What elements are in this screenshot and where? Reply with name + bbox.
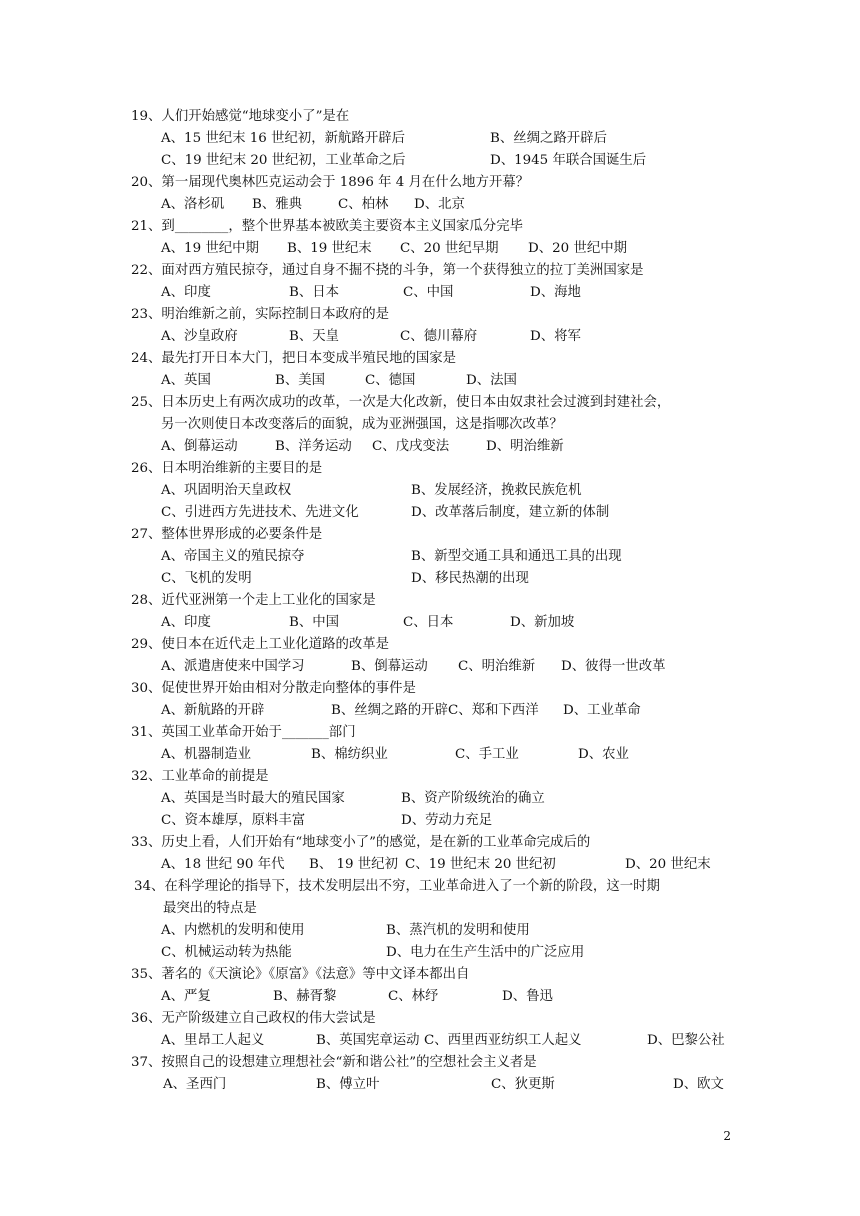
answer-option: C、中国 bbox=[403, 285, 454, 300]
answer-option: C、德川幕府 bbox=[400, 329, 478, 344]
answer-option: A、沙皇政府 bbox=[161, 329, 238, 344]
answer-option: A、印度 bbox=[161, 615, 211, 630]
answer-option: A、巩固明治天皇政权 bbox=[161, 483, 292, 498]
question-stem: 36、无产阶级建立自己政权的伟大尝试是 bbox=[131, 1011, 376, 1026]
answer-option: C、戊戌变法 bbox=[372, 439, 450, 454]
answer-option: B、日本 bbox=[289, 285, 340, 300]
answer-option: C、飞机的发明 bbox=[161, 571, 252, 586]
answer-option: D、电力在生产生活中的广泛应用 bbox=[386, 945, 585, 960]
question-stem: 37、按照自己的设想建立理想社会“新和谐公社”的空想社会主义者是 bbox=[131, 1055, 537, 1070]
answer-option: C、明治维新 bbox=[458, 659, 536, 674]
answer-option: C、手工业 bbox=[455, 747, 519, 762]
answer-option: C、日本 bbox=[403, 615, 454, 630]
answer-option: C、柏林 bbox=[338, 197, 389, 212]
answer-option: D、北京 bbox=[414, 197, 465, 212]
answer-option: A、派遣唐使来中国学习 bbox=[161, 659, 305, 674]
answer-option: D、鲁迅 bbox=[502, 989, 553, 1004]
answer-option: B、丝绸之路开辟后 bbox=[490, 131, 607, 146]
answer-option: D、巴黎公社 bbox=[647, 1033, 725, 1048]
answer-option: A、洛杉矶 bbox=[161, 197, 225, 212]
question-stem: 20、第一届现代奥林匹克运动会于 1896 年 4 月在什么地方开幕？ bbox=[131, 175, 530, 190]
answer-option: D、20 世纪末 bbox=[625, 857, 711, 872]
question-stem: 19、人们开始感觉“地球变小了”是在 bbox=[131, 109, 350, 124]
answer-option: D、改革落后制度，建立新的体制 bbox=[411, 505, 610, 520]
answer-option: D、彼得一世改革 bbox=[561, 659, 666, 674]
question-stem: 29、使日本在近代走上工业化道路的改革是 bbox=[131, 637, 390, 652]
answer-option: A、圣西门 bbox=[163, 1077, 227, 1092]
answer-option: D、1945 年联合国诞生后 bbox=[490, 153, 647, 168]
answer-option: C、19 世纪末 20 世纪初，工业革命之后 bbox=[161, 153, 406, 168]
answer-option: A、英国是当时最大的殖民国家 bbox=[161, 791, 345, 806]
question-stem-continued: 另一次则使日本改变落后的面貌，成为亚洲强国，这是指哪次改革？ bbox=[161, 417, 563, 432]
answer-option: D、明治维新 bbox=[486, 439, 564, 454]
answer-option: C、狄更斯 bbox=[491, 1077, 555, 1092]
answer-option: A、内燃机的发明和使用 bbox=[161, 923, 305, 938]
answer-option: A、帝国主义的殖民掠夺 bbox=[161, 549, 305, 564]
answer-option: B、英国宪章运动 bbox=[316, 1033, 420, 1048]
answer-option: D、劳动力充足 bbox=[401, 813, 493, 828]
question-stem: 28、近代亚洲第一个走上工业化的国家是 bbox=[131, 593, 376, 608]
question-stem: 22、面对西方殖民掠夺，通过自身不掘不挠的斗争，第一个获得独立的拉丁美洲国家是 bbox=[131, 263, 644, 278]
answer-option: D、20 世纪中期 bbox=[528, 241, 627, 256]
answer-option: B、傅立叶 bbox=[316, 1077, 380, 1092]
answer-option: B、倒幕运动 bbox=[351, 659, 428, 674]
question-stem: 21、到________，整个世界基本被欧美主要资本主义国家瓜分完毕 bbox=[131, 219, 523, 234]
answer-option: B、棉纺织业 bbox=[311, 747, 388, 762]
answer-option: B、洋务运动 bbox=[275, 439, 352, 454]
answer-option: C、林纾 bbox=[388, 989, 439, 1004]
question-stem: 34、在科学理论的指导下，技术发明层出不穷，工业革命进入了一个新的阶段，这一时期 bbox=[134, 879, 660, 894]
question-stem: 25、日本历史上有两次成功的改革，一次是大化改新，使日本由奴隶社会过渡到封建社会， bbox=[131, 395, 671, 410]
answer-option: B、雅典 bbox=[252, 197, 303, 212]
answer-option: A、18 世纪 90 年代 bbox=[161, 857, 285, 872]
answer-option: D、法国 bbox=[466, 373, 517, 388]
answer-option: A、英国 bbox=[161, 373, 211, 388]
answer-option: D、欧文 bbox=[673, 1077, 724, 1092]
question-stem: 24、最先打开日本大门，把日本变成半殖民地的国家是 bbox=[131, 351, 457, 366]
answer-option: B、发展经济，挽救民族危机 bbox=[411, 483, 582, 498]
answer-option: B、19 世纪末 bbox=[287, 241, 372, 256]
answer-option: A、19 世纪中期 bbox=[161, 241, 259, 256]
answer-option: C、机械运动转为热能 bbox=[161, 945, 292, 960]
answer-option: B、 19 世纪初 bbox=[309, 857, 398, 872]
answer-option: B、美国 bbox=[275, 373, 326, 388]
question-stem: 31、英国工业革命开始于_______部门 bbox=[131, 725, 356, 740]
answer-option: A、新航路的开辟 bbox=[161, 703, 265, 718]
answer-option: C、郑和下西洋 bbox=[448, 703, 539, 718]
answer-option: A、印度 bbox=[161, 285, 211, 300]
page-number: 2 bbox=[723, 1129, 731, 1143]
answer-option: C、20 世纪早期 bbox=[400, 241, 499, 256]
answer-option: D、移民热潮的出现 bbox=[411, 571, 529, 586]
answer-option: A、里昂工人起义 bbox=[161, 1033, 265, 1048]
question-stem: 30、促使世界开始由相对分散走向整体的事件是 bbox=[131, 681, 416, 696]
question-stem-continued: 最突出的特点是 bbox=[163, 901, 257, 916]
answer-option: B、蒸汽机的发明和使用 bbox=[386, 923, 530, 938]
answer-option: D、新加坡 bbox=[510, 615, 575, 630]
answer-option: D、将军 bbox=[530, 329, 581, 344]
question-stem: 32、工业革命的前提是 bbox=[131, 769, 269, 784]
answer-option: C、资本雄厚，原料丰富 bbox=[161, 813, 306, 828]
answer-option: C、19 世纪末 20 世纪初 bbox=[405, 857, 556, 872]
answer-option: A、严复 bbox=[161, 989, 211, 1004]
answer-option: D、农业 bbox=[578, 747, 629, 762]
question-stem: 33、历史上看，人们开始有“地球变小了”的感觉，是在新的工业革命完成后的 bbox=[131, 835, 591, 850]
answer-option: B、赫胥黎 bbox=[273, 989, 337, 1004]
answer-option: A、15 世纪末 16 世纪初，新航路开辟后 bbox=[161, 131, 405, 146]
answer-option: B、新型交通工具和通迅工具的出现 bbox=[411, 549, 622, 564]
question-stem: 26、日本明治维新的主要目的是 bbox=[131, 461, 323, 476]
answer-option: A、倒幕运动 bbox=[161, 439, 238, 454]
answer-option: A、机器制造业 bbox=[161, 747, 252, 762]
answer-option: B、中国 bbox=[289, 615, 340, 630]
answer-option: D、工业革命 bbox=[563, 703, 641, 718]
answer-option: C、西里西亚纺织工人起义 bbox=[424, 1033, 582, 1048]
answer-option: B、丝绸之路的开辟 bbox=[331, 703, 448, 718]
question-stem: 23、明治维新之前，实际控制日本政府的是 bbox=[131, 307, 390, 322]
question-stem: 27、整体世界形成的必要条件是 bbox=[131, 527, 323, 542]
question-stem: 35、著名的《天演论》《原富》《法意》等中文译本都出自 bbox=[131, 967, 470, 982]
answer-option: D、海地 bbox=[530, 285, 581, 300]
answer-option: B、资产阶级统治的确立 bbox=[401, 791, 545, 806]
answer-option: C、德国 bbox=[365, 373, 416, 388]
answer-option: B、天皇 bbox=[289, 329, 340, 344]
answer-option: C、引进西方先进技术、先进文化 bbox=[161, 505, 359, 520]
